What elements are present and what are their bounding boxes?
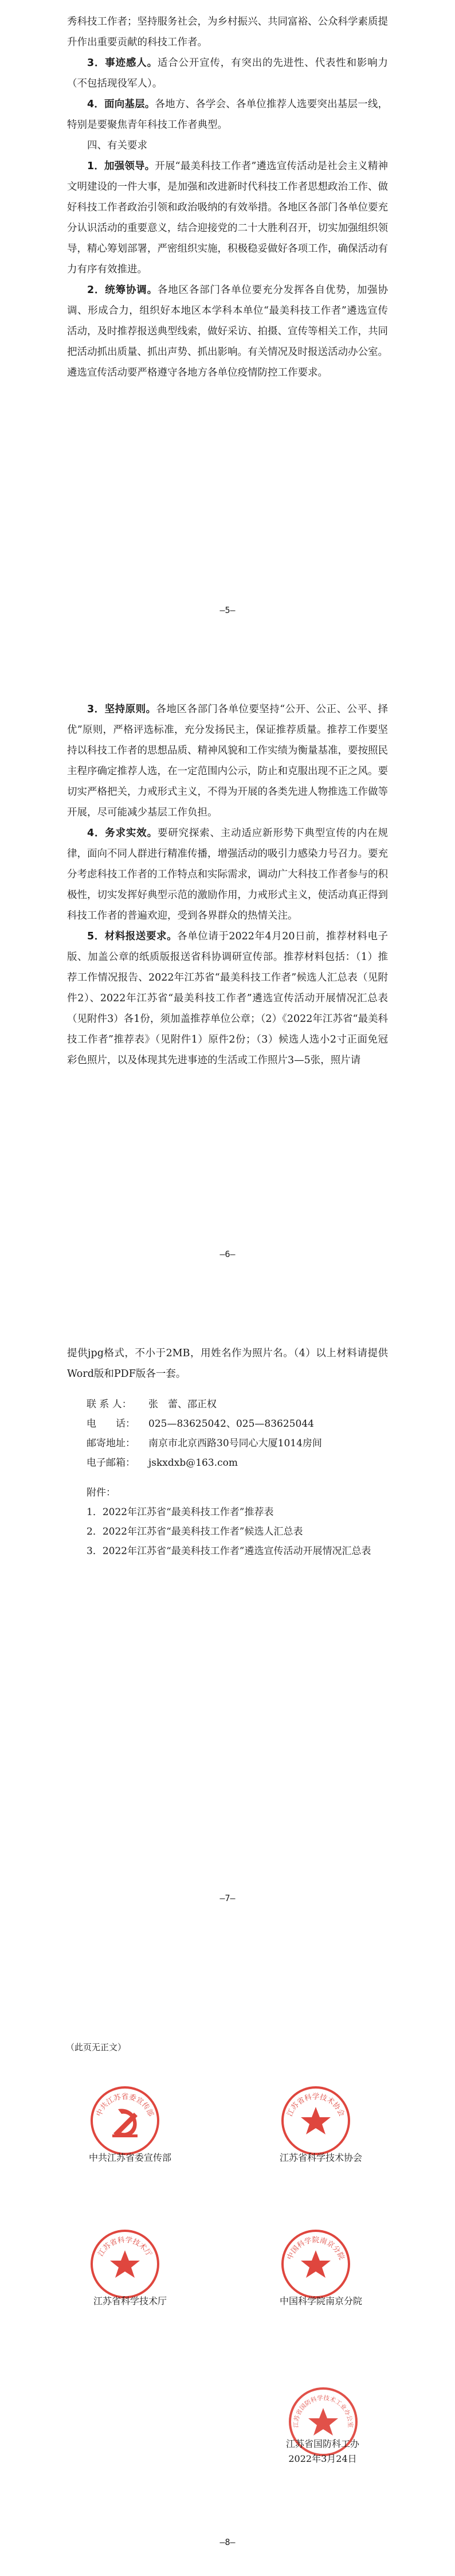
page-number-7: —7—	[219, 1893, 236, 1903]
star-seal-icon	[279, 2227, 352, 2301]
criterion-4-text: 各地方、各学会、各单位推荐人选要突出基层一线，特别是要聚焦青年科技工作者典型。	[67, 99, 388, 131]
requirement-4-title: 4．务求实效。	[87, 828, 158, 839]
seal-1-name: 中共江苏省委宣传部	[88, 2152, 171, 2163]
requirement-2-title: 2．统筹协调。	[87, 284, 158, 296]
page-number-8: —8—	[219, 2537, 236, 2547]
seal-block-1	[64, 2084, 196, 2184]
document-page-8	[0, 1932, 455, 2576]
requirement-4	[67, 823, 388, 926]
requirement-1	[67, 156, 388, 280]
seal-block-4	[255, 2227, 387, 2328]
contact-address-label: 邮寄地址：	[87, 1438, 135, 1449]
attachments-label: 附件：	[87, 1487, 116, 1498]
contact-address-value: 南京市北京西路30号同心大厦1014房间	[148, 1438, 322, 1449]
criterion-3	[67, 53, 388, 94]
contact-phone-value: 025—83625042、025—83625044	[148, 1418, 314, 1430]
document-page-6	[0, 644, 455, 1288]
star-seal-icon	[279, 2084, 352, 2157]
criterion-3-text: 适合公开宣传，有突出的先进性、代表性和影响力（不包括现役军人）。	[67, 57, 388, 89]
requirement-3-text: 各地区各部门各单位要坚持“公开、公正、公平、择优”原则，严格评选标准，充分发扬民主，保证推荐质量。推荐工作要坚持以科技工作者的思想品质、精神风貌和工作实绩为衡量基准，要按照民主程序确定推荐人选，在一定范围内公示，防止和克服出现不正之风。要切实严格把关，力戒形式主义，不得为开展的各类先进人物推选工作做等开展，尽可能减少基层工作负担。	[67, 704, 388, 818]
issue-date: 2022年3月24日	[288, 2453, 357, 2464]
attachment-item-3: 3．2022年江苏省“最美科技工作者”遴选宣传活动开展情况汇总表	[87, 1545, 371, 1557]
requirement-5-title: 5．材料报送要求。	[87, 931, 178, 942]
seal-2-name: 江苏省科学技术协会	[279, 2152, 362, 2163]
document-page-7	[0, 1288, 455, 1932]
criterion-4-title: 4．面向基层。	[87, 99, 155, 110]
contact-person-value: 张 蕾、邵正权	[148, 1399, 217, 1410]
contact-address-row	[67, 1434, 388, 1453]
paragraph-continuation-7: 提供jpg格式，不小于2MB，用姓名作为照片名。（4）以上材料请提供Word版和PDF版各一套。	[67, 1348, 388, 1380]
requirement-5-text: 各单位请于2022年4月20日前，推荐材料电子版、加盖公章的纸质版报送省科协调研宣传部。推荐材料包括：（1）推荐工作情况报告、2022年江苏省“最美科技工作者”候选人汇总表（见附件2）、2022年江苏省“最美科技工作者”遴选宣传活动开展情况汇总表（见附件3）各1份，须加盖推荐单位公章；（2）《2022年江苏省“最美科技工作者”推荐表》（见附件1）原件2份；（3）候选人选小2寸正面免冠彩色照片，以及体现其先进事迹的生活或工作照片3—5张，照片请	[67, 931, 388, 1066]
requirement-5	[67, 926, 388, 1071]
contact-phone-label: 电 话：	[87, 1418, 135, 1430]
page-5-content	[67, 11, 388, 383]
contact-person-row	[67, 1395, 388, 1414]
contact-person-label: 联 系 人：	[87, 1399, 132, 1410]
section-heading-requirements: 四、有关要求	[87, 140, 147, 151]
requirement-2	[67, 280, 388, 383]
seal-2-ring-text: 江苏省科学技术协会	[285, 2092, 347, 2118]
requirement-3-title: 3．坚持原则。	[87, 704, 156, 715]
requirement-1-text: 开展“最美科技工作者”遴选宣传活动是社会主义精神文明建设的一件大事，是加强和改进新时代科技工作者思想政治工作、做好科技工作者政治引领和政治吸纳的有效举措。各地区各部门各单位要充分认识活动的重要意义，结合迎接党的二十大胜利召开，切实加强组织领导，精心筹划部署，严密组织实施，积极稳妥做好各项工作，确保活动有力有序有效推进。	[67, 161, 388, 275]
seal-block-2	[255, 2084, 387, 2184]
page-number-5: —5—	[219, 605, 236, 615]
requirement-4-text: 要研究探索、主动适应新形势下典型宣传的内在规律，面向不同人群进行精准传播，增强活动的吸引力感染力号召力。要充分考虑科技工作者的工作特点和实际需求，调动广大科技工作者参与的积极性，切实发挥好典型示范的激励作用，力戒形式主义，使活动真正得到科技工作者的普遍欢迎，受到各界群众的热情关注。	[67, 828, 388, 922]
requirement-3	[67, 699, 388, 823]
requirement-2-text: 各地区各部门各单位要充分发挥各自优势，加强协调、形成合力，组织好本地区本学科本单位“最美科技工作者”遴选宣传活动，及时推荐报送典型线索，做好采访、拍摄、宣传等相关工作，共同把活动抓出质量、抓出声势、抓出影响。有关情况及时报送活动办公室。遴选宣传活动要严格遵守各地方各单位疫情防控工作要求。	[67, 284, 388, 378]
page-7-content	[67, 1343, 388, 1561]
issuer-name: 江苏省国防科工办	[285, 2438, 359, 2449]
seal-block-3	[64, 2227, 196, 2328]
no-body-note: （此页无正文）	[66, 2042, 127, 2052]
contact-email-label: 电子邮箱：	[87, 1457, 135, 1469]
contact-phone-row	[67, 1414, 388, 1434]
document-page-5	[0, 0, 455, 644]
criterion-4	[67, 94, 388, 135]
paragraph-continuation: 秀科技工作者；坚持服务社会，为乡村振兴、共同富裕、公众科学素质提升作出重要贡献的科技工作者。	[67, 16, 388, 48]
seal-4-ring-text: 中国科学院南京分院	[285, 2235, 347, 2261]
party-seal-icon	[88, 2084, 162, 2157]
attachment-item-2: 2．2022年江苏省“最美科技工作者”候选人汇总表	[87, 1526, 303, 1537]
contact-email-row	[67, 1453, 388, 1473]
seal-4-name: 中国科学院南京分院	[279, 2296, 362, 2306]
seal-3-ring-text: 江苏省科学技术厅	[96, 2235, 154, 2258]
seal-3-name: 江苏省科学技术厅	[93, 2296, 167, 2306]
page-number-6: —6—	[219, 1249, 236, 1259]
seal-1-ring-text: 中共江苏省委宣传部	[94, 2092, 156, 2118]
contact-email-value[interactable]: jskxdxb@163.com	[148, 1457, 238, 1469]
star-seal-icon	[88, 2227, 162, 2301]
criterion-3-title: 3．事迹感人。	[87, 57, 158, 69]
issuer-date-block	[274, 2437, 371, 2466]
seal-5-ring-text: 江苏省国防科学技术工业办公室	[292, 2394, 354, 2428]
requirement-1-title: 1．加强领导。	[87, 161, 155, 172]
page-6-content	[67, 699, 388, 1071]
contact-block	[67, 1395, 388, 1473]
attachment-item-1: 1．2022年江苏省“最美科技工作者”推荐表	[87, 1506, 274, 1518]
